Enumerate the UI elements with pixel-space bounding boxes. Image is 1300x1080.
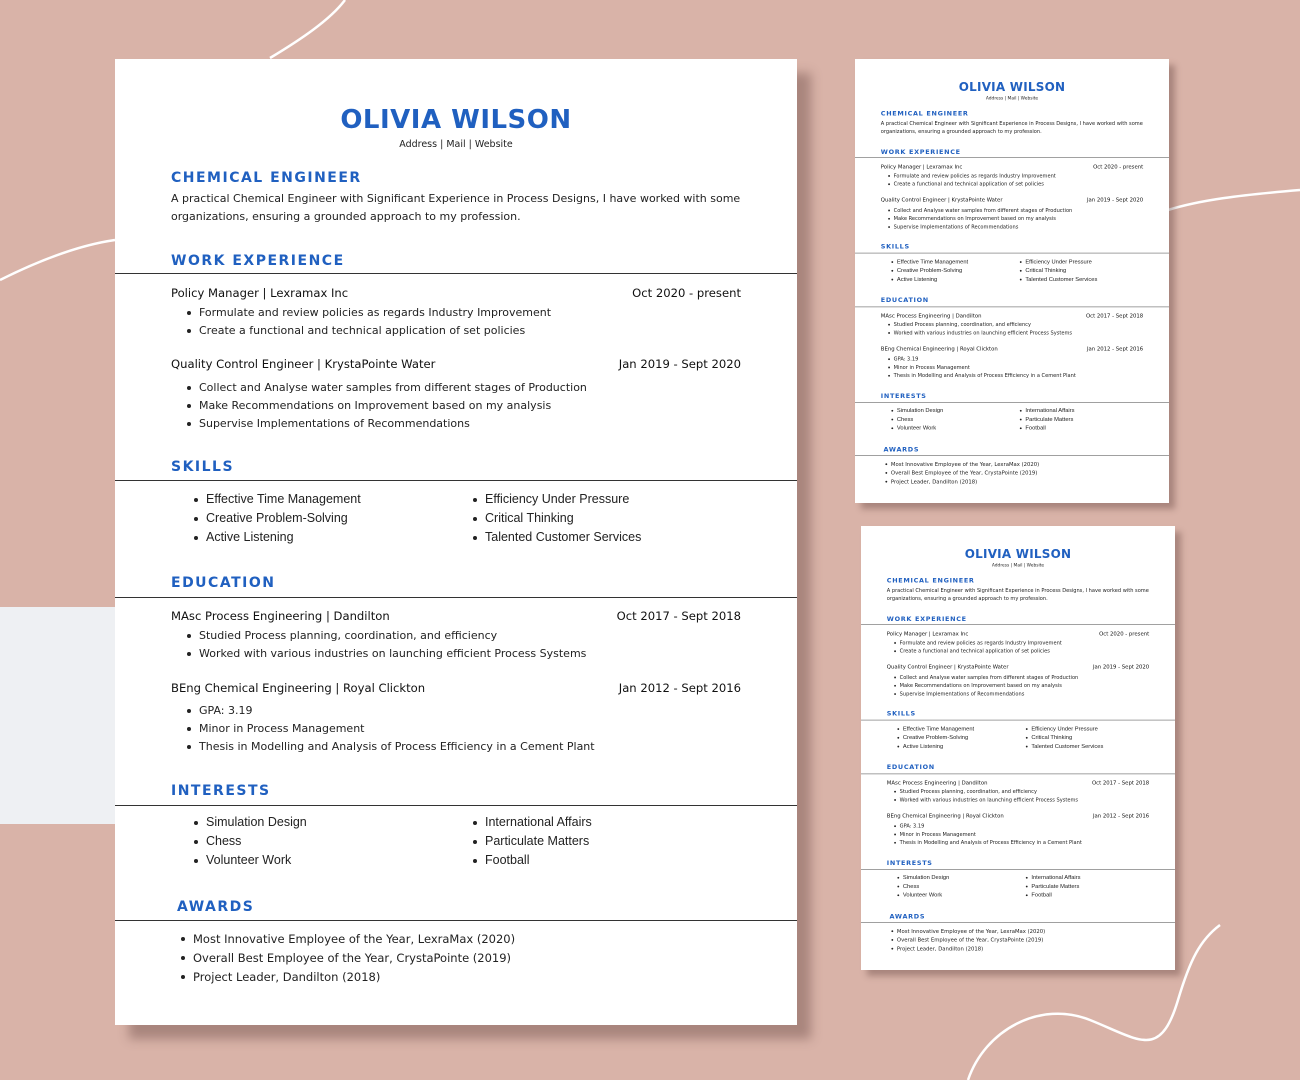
list-item: Worked with various industries on launching efficient Process Systems [887, 329, 1072, 337]
section-divider [115, 480, 797, 481]
list-item: Project Leader, Dandilton (2018) [179, 968, 515, 987]
education-2-bullets [887, 355, 1076, 380]
education-date: Jan 2012 - Sept 2016 [1086, 345, 1144, 352]
section-divider [115, 805, 797, 806]
list-item: Chess [192, 832, 307, 851]
job-entry-1 [887, 631, 1149, 637]
interests-heading: INTERESTS [880, 392, 927, 400]
list-item: Talented Customer Services [1025, 742, 1103, 751]
interests-left-list [192, 813, 307, 870]
job-entry-2 [887, 663, 1149, 669]
education-1-bullets [185, 627, 586, 663]
work-experience-heading: WORK EXPERIENCE [880, 148, 961, 156]
education-2-bullets [185, 702, 595, 756]
list-item: Efficiency Under Pressure [1019, 257, 1097, 266]
list-item: Talented Customer Services [471, 528, 641, 547]
awards-heading: AWARDS [177, 899, 255, 915]
job-role: Policy Manager | Lexramax Inc [880, 163, 963, 170]
list-item: Creative Problem-Solving [896, 733, 974, 742]
list-item: Overall Best Employee of the Year, CrystaPointe (2019) [179, 949, 515, 968]
list-item: Efficiency Under Pressure [471, 490, 641, 509]
list-item: Simulation Design [192, 813, 307, 832]
list-item: Minor in Process Management [887, 363, 1076, 371]
list-item: Project Leader, Dandilton (2018) [884, 478, 1039, 487]
list-item: Effective Time Management [192, 490, 361, 509]
awards-heading: AWARDS [889, 912, 926, 921]
education-heading: EDUCATION [171, 575, 276, 591]
skills-heading: SKILLS [886, 710, 916, 718]
skills-heading: SKILLS [171, 459, 235, 475]
list-item: Overall Best Employee of the Year, CrystaPointe (2019) [890, 936, 1045, 945]
list-item: Make Recommendations on Improvement based on my analysis [185, 397, 587, 415]
list-item: Critical Thinking [1019, 266, 1097, 275]
job-date: Oct 2020 - present [1093, 163, 1144, 170]
list-item: International Affairs [471, 813, 592, 832]
list-item: Most Innovative Employee of the Year, LexraMax (2020) [890, 927, 1045, 936]
list-item: Football [1025, 891, 1081, 900]
list-item: Collect and Analyse water samples from different stages of Production [887, 206, 1072, 214]
list-item: International Affairs [1019, 406, 1075, 415]
list-item: Chess [890, 415, 943, 424]
list-item: International Affairs [1025, 873, 1081, 882]
education-2-bullets [893, 822, 1082, 847]
interests-heading: INTERESTS [886, 859, 933, 867]
education-entry-1 [881, 312, 1143, 318]
list-item: Active Listening [896, 742, 974, 751]
job-date: Jan 2019 - Sept 2020 [618, 357, 741, 371]
education-degree: BEng Chemical Engineering | Royal Clickton [880, 345, 998, 352]
interests-heading: INTERESTS [171, 783, 271, 799]
job-title-heading: CHEMICAL ENGINEER [880, 110, 969, 118]
education-entry-2 [881, 345, 1143, 351]
resume-name: OLIVIA WILSON [340, 105, 572, 135]
job-1-bullets [185, 304, 551, 340]
education-degree: MAsc Process Engineering | Dandilton [171, 609, 390, 623]
list-item: Creative Problem-Solving [192, 509, 361, 528]
list-item: Particulate Matters [1025, 882, 1081, 891]
list-item: Collect and Analyse water samples from different stages of Production [185, 379, 587, 397]
list-item: Formulate and review policies as regards Industry Improvement [887, 172, 1056, 180]
education-degree: BEng Chemical Engineering | Royal Clickton [886, 812, 1004, 819]
education-date: Oct 2017 - Sept 2018 [1085, 312, 1144, 319]
summary-text: A practical Chemical Engineer with Significant Experience in Process Designs, I have worked with some organizations, ensuring a grounded approach to my profession. [886, 587, 1149, 602]
resume-name: OLIVIA WILSON [958, 80, 1066, 94]
education-heading: EDUCATION [880, 296, 929, 304]
list-item: Overall Best Employee of the Year, CrystaPointe (2019) [884, 469, 1039, 478]
job-entry-2 [881, 196, 1143, 202]
job-date: Jan 2019 - Sept 2020 [1086, 196, 1144, 203]
list-item: GPA: 3.19 [887, 355, 1076, 363]
resume-contact: Address | Mail | Website [985, 95, 1039, 101]
interests-right-list [1019, 406, 1075, 432]
section-divider [115, 273, 797, 274]
education-date: Oct 2017 - Sept 2018 [1091, 779, 1150, 786]
resume-contact: Address | Mail | Website [991, 562, 1045, 568]
list-item: Critical Thinking [471, 509, 641, 528]
resume-template-thumb-2 [861, 526, 1175, 970]
list-item: Football [1019, 424, 1075, 433]
list-item: Studied Process planning, coordination, and efficiency [887, 321, 1072, 329]
job-entry-1 [171, 286, 741, 300]
section-divider [115, 920, 797, 921]
skills-left-list [192, 490, 361, 547]
list-item: Supervise Implementations of Recommendations [887, 223, 1072, 231]
interests-left-list [896, 873, 949, 899]
list-item: Studied Process planning, coordination, and efficiency [893, 788, 1078, 796]
resume-contact: Address | Mail | Website [399, 139, 513, 150]
list-item: Make Recommendations on Improvement based on my analysis [893, 682, 1078, 690]
resume-thumbnail-bottom [861, 526, 1175, 970]
work-experience-heading: WORK EXPERIENCE [171, 253, 345, 269]
skills-left-list [896, 724, 974, 750]
skills-right-list [1025, 724, 1103, 750]
job-role: Quality Control Engineer | KrystaPointe Water [171, 357, 436, 371]
job-1-bullets [893, 639, 1062, 656]
list-item: Studied Process planning, coordination, and efficiency [185, 627, 586, 645]
education-date: Oct 2017 - Sept 2018 [616, 609, 741, 623]
job-date: Jan 2019 - Sept 2020 [1092, 663, 1150, 670]
list-item: Minor in Process Management [893, 830, 1082, 838]
job-2-bullets [893, 673, 1078, 698]
resume-thumbnail-top [855, 59, 1169, 503]
list-item: Active Listening [192, 528, 361, 547]
list-item: Talented Customer Services [1019, 275, 1097, 284]
list-item: GPA: 3.19 [893, 822, 1082, 830]
list-item: Efficiency Under Pressure [1025, 724, 1103, 733]
summary-text: A practical Chemical Engineer with Significant Experience in Process Designs, I have worked with some organizations, ensuring a grounded approach to my profession. [880, 120, 1143, 135]
job-title-heading: CHEMICAL ENGINEER [886, 577, 975, 585]
interests-right-list [471, 813, 592, 870]
education-entry-1 [171, 609, 741, 623]
summary-text: A practical Chemical Engineer with Significant Experience in Process Designs, I have worked with some organizations, ensuring a grounded approach to my profession. [171, 192, 741, 223]
job-role: Quality Control Engineer | KrystaPointe Water [886, 663, 1009, 670]
skills-left-list [890, 257, 968, 283]
skills-heading: SKILLS [880, 243, 910, 251]
list-item: GPA: 3.19 [185, 702, 595, 720]
education-1-bullets [893, 788, 1078, 805]
awards-list [884, 460, 1039, 486]
education-heading: EDUCATION [886, 763, 935, 771]
interests-right-list [1025, 873, 1081, 899]
awards-list [179, 930, 515, 987]
job-date: Oct 2020 - present [632, 286, 741, 300]
list-item: Worked with various industries on launching efficient Process Systems [185, 645, 586, 663]
education-entry-2 [171, 681, 741, 695]
resume-template-main [115, 59, 797, 1025]
job-2-bullets [185, 379, 587, 433]
list-item: Active Listening [890, 275, 968, 284]
list-item: Formulate and review policies as regards Industry Improvement [893, 639, 1062, 647]
awards-list [890, 927, 1045, 953]
interests-left-list [890, 406, 943, 432]
education-entry-2 [887, 812, 1149, 818]
list-item: Project Leader, Dandilton (2018) [890, 945, 1045, 954]
list-item: Make Recommendations on Improvement based on my analysis [887, 215, 1072, 223]
list-item: Thesis in Modelling and Analysis of Process Efficiency in a Cement Plant [887, 372, 1076, 380]
list-item: Particulate Matters [471, 832, 592, 851]
list-item: Formulate and review policies as regards Industry Improvement [185, 304, 551, 322]
job-date: Oct 2020 - present [1099, 630, 1150, 637]
list-item: Volunteer Work [896, 891, 949, 900]
list-item: Effective Time Management [890, 257, 968, 266]
list-item: Volunteer Work [192, 851, 307, 870]
list-item: Football [471, 851, 592, 870]
list-item: Creative Problem-Solving [890, 266, 968, 275]
list-item: Create a functional and technical application of set policies [893, 647, 1062, 655]
job-2-bullets [887, 206, 1072, 231]
education-entry-1 [887, 779, 1149, 785]
list-item: Collect and Analyse water samples from different stages of Production [893, 673, 1078, 681]
job-role: Policy Manager | Lexramax Inc [171, 286, 349, 300]
list-item: Particulate Matters [1019, 415, 1075, 424]
list-item: Most Innovative Employee of the Year, LexraMax (2020) [179, 930, 515, 949]
education-degree: MAsc Process Engineering | Dandilton [886, 779, 988, 786]
job-role: Policy Manager | Lexramax Inc [886, 630, 969, 637]
education-1-bullets [887, 321, 1072, 338]
job-entry-2 [171, 357, 741, 371]
list-item: Supervise Implementations of Recommendations [185, 415, 587, 433]
job-title-heading: CHEMICAL ENGINEER [171, 170, 362, 186]
list-item: Supervise Implementations of Recommendations [893, 690, 1078, 698]
resume-page-main [115, 59, 797, 1025]
list-item: Chess [896, 882, 949, 891]
education-degree: MAsc Process Engineering | Dandilton [880, 312, 982, 319]
section-divider [115, 597, 797, 598]
awards-heading: AWARDS [883, 445, 920, 454]
list-item: Critical Thinking [1025, 733, 1103, 742]
work-experience-heading: WORK EXPERIENCE [886, 615, 967, 623]
list-item: Most Innovative Employee of the Year, LexraMax (2020) [884, 460, 1039, 469]
list-item: Simulation Design [896, 873, 949, 882]
skills-right-list [1019, 257, 1097, 283]
list-item: Minor in Process Management [185, 720, 595, 738]
list-item: Effective Time Management [896, 724, 974, 733]
list-item: Worked with various industries on launching efficient Process Systems [893, 796, 1078, 804]
education-degree: BEng Chemical Engineering | Royal Clickton [171, 681, 426, 695]
job-1-bullets [887, 172, 1056, 189]
list-item: Create a functional and technical application of set policies [887, 180, 1056, 188]
list-item: Simulation Design [890, 406, 943, 415]
list-item: Thesis in Modelling and Analysis of Process Efficiency in a Cement Plant [893, 839, 1082, 847]
education-date: Jan 2012 - Sept 2016 [618, 681, 741, 695]
job-entry-1 [881, 164, 1143, 170]
job-role: Quality Control Engineer | KrystaPointe Water [880, 196, 1003, 203]
resume-template-thumb-1 [855, 59, 1169, 503]
skills-right-list [471, 490, 641, 547]
list-item: Create a functional and technical application of set policies [185, 322, 551, 340]
list-item: Thesis in Modelling and Analysis of Process Efficiency in a Cement Plant [185, 738, 595, 756]
list-item: Volunteer Work [890, 424, 943, 433]
education-date: Jan 2012 - Sept 2016 [1092, 812, 1150, 819]
resume-name: OLIVIA WILSON [964, 547, 1072, 561]
